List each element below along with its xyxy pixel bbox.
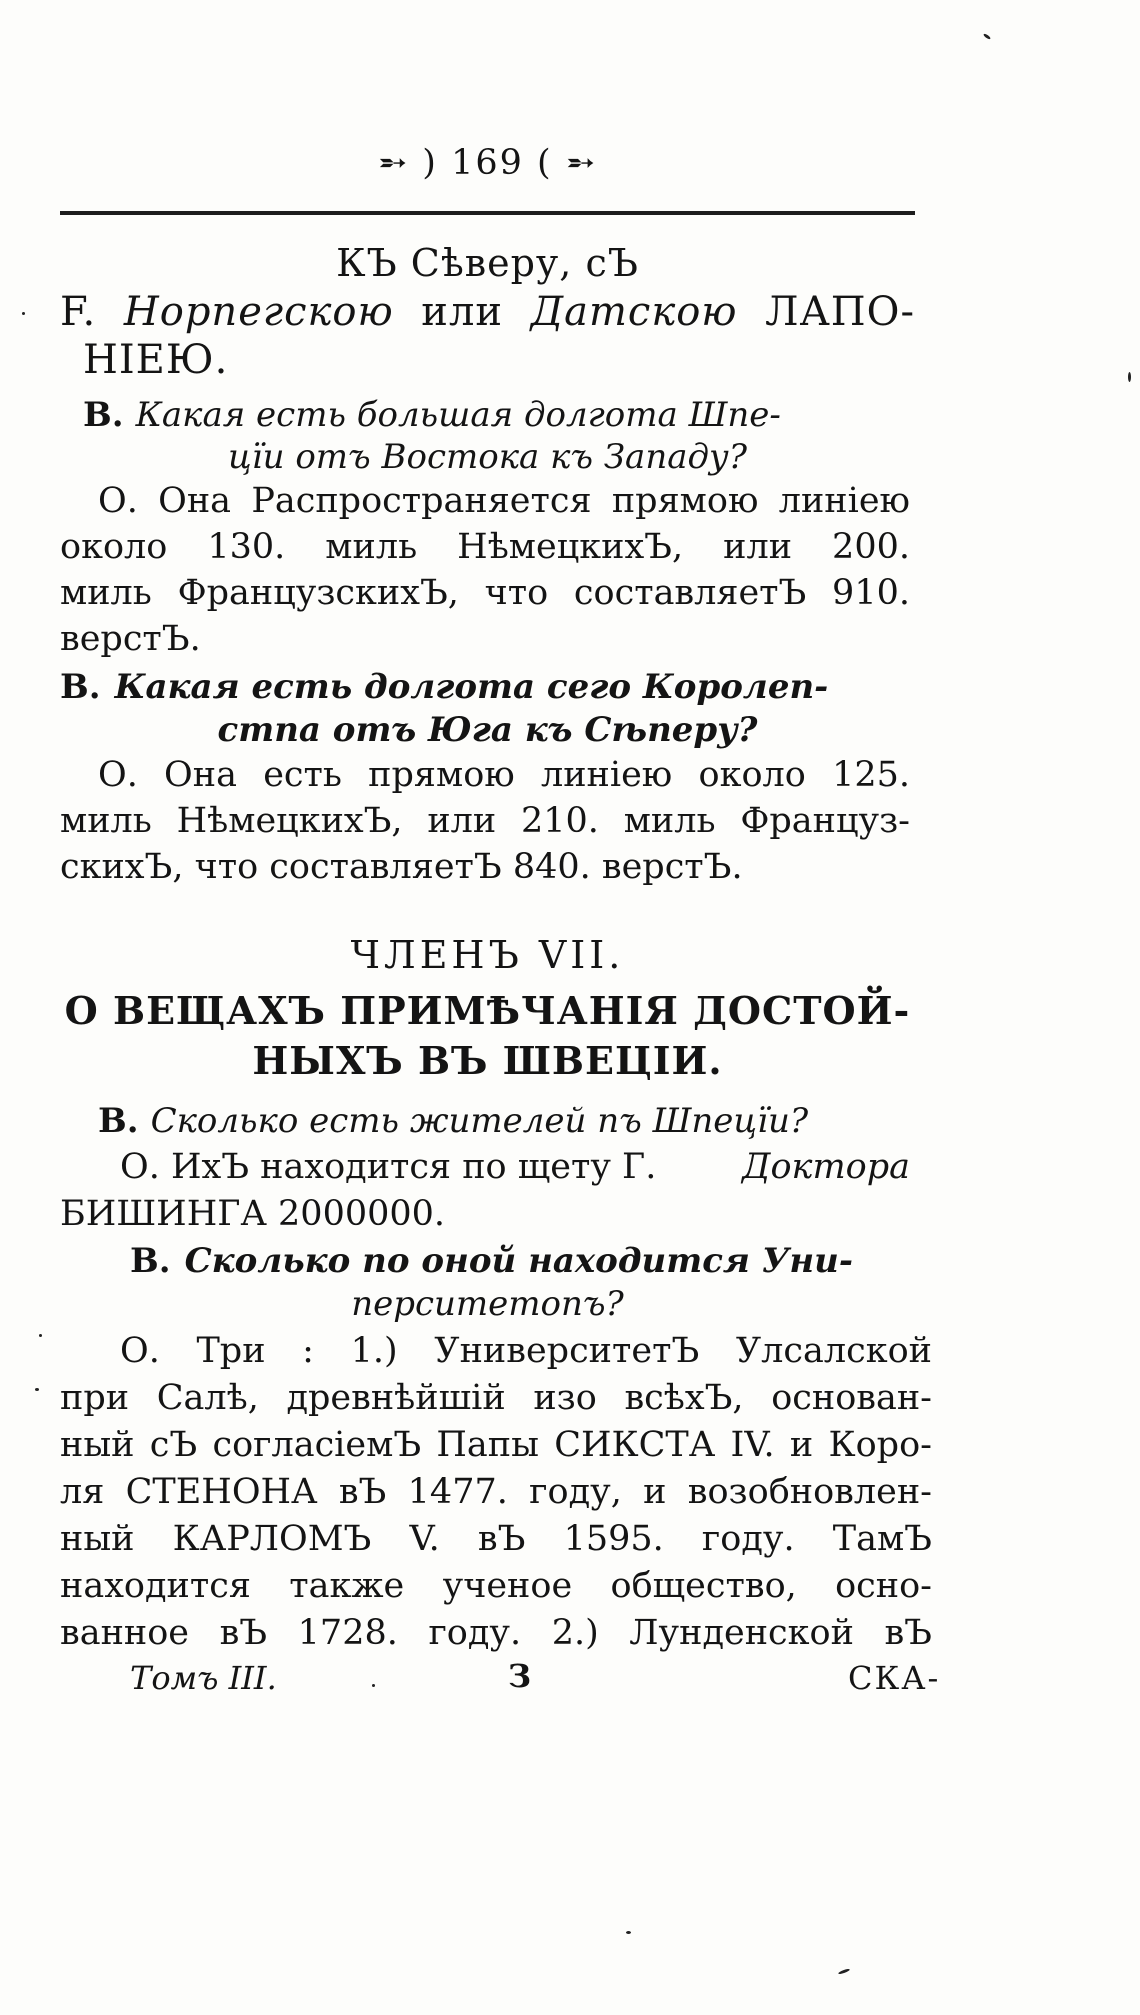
region-name-caps: ЛАПО- [765, 289, 915, 335]
answer-line: ный КАРЛОМЪ V. вЪ 1595. году. ТамЪ [60, 1519, 932, 1559]
answer-3-line2: БИШИНГА 2000000. [60, 1194, 446, 1234]
answer-line: ванное вЪ 1728. году. 2.) Лунденской вЪ [60, 1613, 932, 1653]
article-label: ЧЛЕНЪ VII. [350, 933, 625, 977]
answer-line: ный сЪ согласіемЪ Папы СИКСТА IV. и Коро- [60, 1425, 932, 1465]
answer-line: находится также ученое общество, осно- [60, 1566, 932, 1606]
question-text: Какая есть большая долгота Шпе- [135, 395, 781, 435]
page-number-header: ➵ ) 169 ( ➵ [377, 143, 598, 183]
region-title-line2: НІЕЮ. [83, 337, 229, 383]
question-label: В. [83, 395, 124, 435]
answer-italic: Доктора [742, 1147, 910, 1187]
answer-line: скихЪ, что составляетЪ 840. верстЪ. [60, 847, 743, 887]
answer-3-line1 [120, 1147, 910, 1187]
region-name-italic1: Норпегскою [123, 289, 394, 335]
answer-line: около 130. миль НѣмецкихЪ, или 200. [60, 527, 910, 567]
header-rule [60, 211, 915, 215]
signature-mark: З [508, 1657, 532, 1695]
question-2-line2: стпа отъ Юга къ Сѣперу? [217, 710, 758, 750]
question-text: Какая есть долгота сего Королеп- [114, 667, 829, 707]
question-2-line1 [60, 667, 910, 707]
question-3 [98, 1101, 809, 1141]
answer-line: ля СТЕНОНА вЪ 1477. году, и возобновлен- [60, 1472, 932, 1512]
answer-line: О. Она есть прямою линіею около 125. [98, 755, 910, 795]
answer-line: верстЪ. [60, 619, 201, 659]
question-label: В. [98, 1101, 139, 1141]
answer-line: при Салѣ, древнѣйшій изо всѣхЪ, основан- [60, 1378, 932, 1418]
question-label: В. [60, 667, 101, 707]
section-heading: КЪ Сѣверу, сЪ [336, 241, 639, 285]
question-text: Сколько по оной находится Уни- [184, 1241, 854, 1281]
answer-text: О. ИхЪ находится по щету Г. [120, 1147, 657, 1187]
answer-line: О. Она Распространяется прямою линіею [98, 481, 910, 521]
question-1-line1 [83, 395, 893, 435]
question-label: В. [130, 1241, 171, 1281]
catchword: СКА- [848, 1659, 941, 1697]
region-conjunction: или [421, 289, 504, 335]
region-marker: F. [60, 289, 97, 335]
region-title-line1 [60, 289, 915, 335]
question-1-line2: цїи отъ Востока къ Западу? [228, 437, 747, 477]
question-text: Сколько есть жителей пъ Шпецїи? [150, 1101, 809, 1141]
answer-line: миль ФранцузскихЪ, что составляетЪ 910. [60, 573, 910, 613]
answer-line: О. Три : 1.) УниверситетЪ Улсалской [120, 1331, 932, 1371]
answer-line: миль НѣмецкихЪ, или 210. миль Француз- [60, 801, 910, 841]
volume-label: Томъ III. [130, 1659, 277, 1697]
article-heading-line2: НЫХЪ ВЪ ШВЕЦІИ. [252, 1038, 723, 1083]
region-name-italic2: Датскою [530, 289, 738, 335]
question-4-line1 [130, 1241, 890, 1281]
question-4-line2: перситетопъ? [351, 1284, 624, 1324]
article-heading-line1: О ВЕЩАХЪ ПРИМѢЧАНІЯ ДОСТОЙ- [64, 988, 911, 1033]
